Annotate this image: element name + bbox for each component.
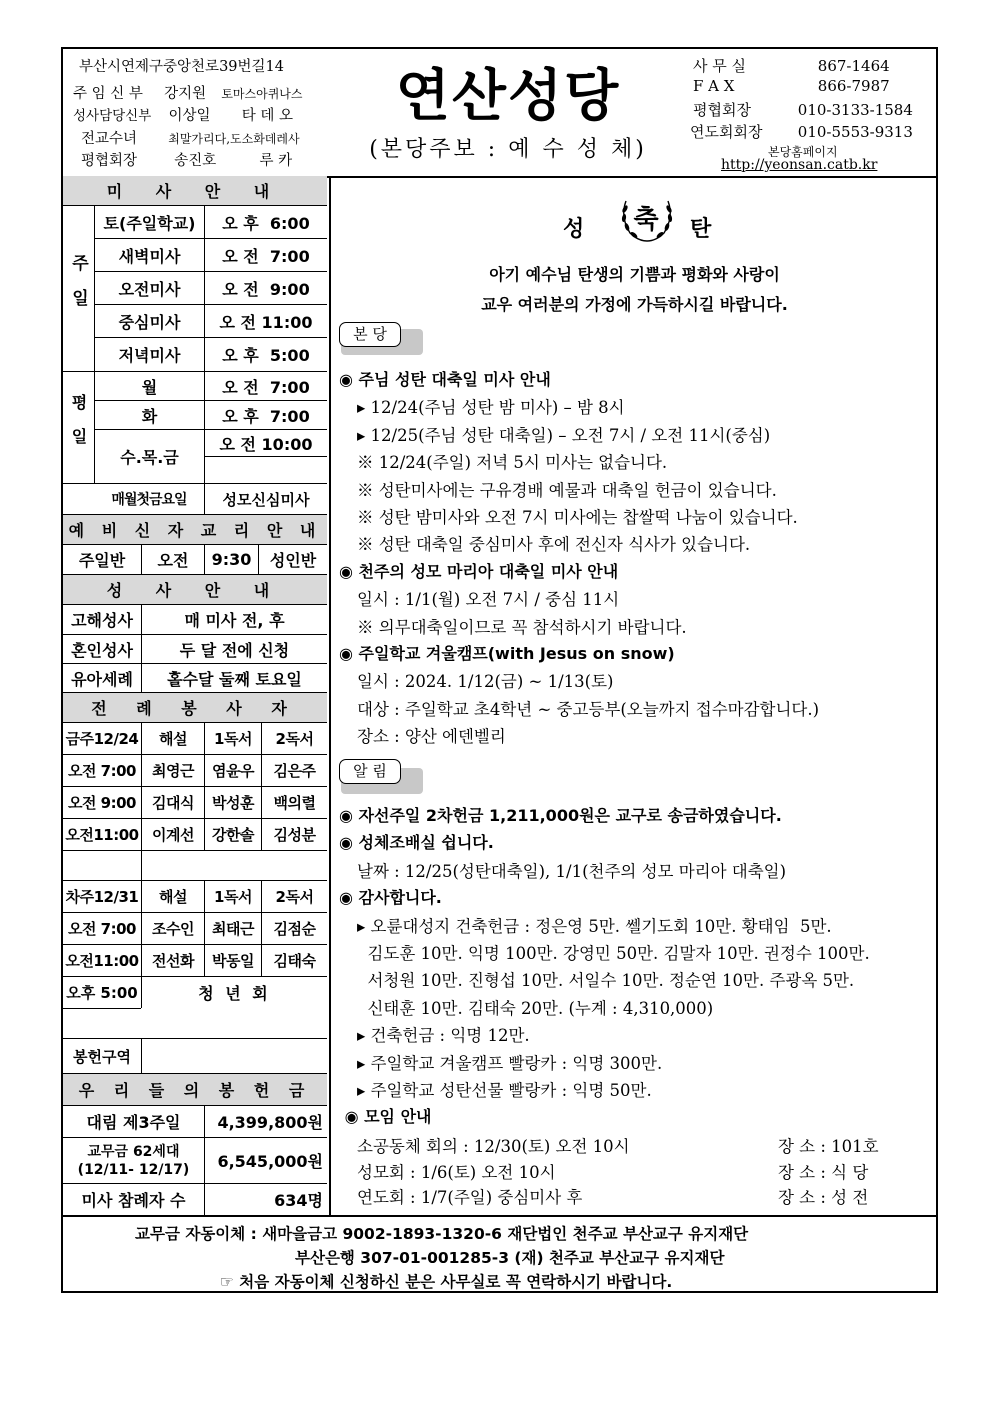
minister-name: 해설 xyxy=(141,722,204,754)
empty-cell xyxy=(63,850,141,880)
clergy-row xyxy=(81,127,300,148)
mass-name: 월 xyxy=(94,371,204,400)
mass-name: 화 xyxy=(94,400,204,429)
minister-name: 박동일 xyxy=(204,944,261,976)
mass-name: 중심미사 xyxy=(94,304,204,337)
minister-name: 해설 xyxy=(141,880,204,912)
mass-time: 오 전 11:00 xyxy=(204,304,327,337)
clergy-name: 이상일 xyxy=(168,108,211,124)
empty-cell xyxy=(63,1008,141,1038)
contact-value: 010-3133-1584 xyxy=(797,101,913,119)
clergy-role: 성사담당신부 xyxy=(73,108,152,124)
header-info xyxy=(63,49,351,176)
weekday-label-text: 평일 xyxy=(69,393,88,462)
offering-label: 미사 참례자 수 xyxy=(63,1183,204,1215)
mass-time: 오 전 7:00 xyxy=(204,371,327,400)
mass-time: 오 후 5:00 xyxy=(204,337,327,371)
minister-group: 청 년 회 xyxy=(141,976,327,1008)
minister-name: 김대식 xyxy=(141,786,204,818)
offering-area-label: 봉헌구역 xyxy=(63,1038,141,1073)
notice-line: ※ 성탄미사에는 구유경배 예물과 대축일 헌금이 있습니다. xyxy=(357,480,777,500)
clergy-role: 주 임 신 부 xyxy=(73,86,143,102)
empty-cell xyxy=(63,483,94,514)
notice-line: 서청원 10만. 진형섭 10만. 서일수 10만. 정순연 10만. 주광옥 5만. xyxy=(357,971,855,991)
first-friday-label: 매월첫금요일 xyxy=(94,483,204,514)
empty-cell xyxy=(141,850,327,880)
notice-heading: ◉ 주일학교 겨울캠프(with Jesus on snow) xyxy=(339,644,675,663)
sacrament-detail: 매 미사 전, 후 xyxy=(141,604,327,634)
minister-row-label: 차주12/31 xyxy=(63,880,141,912)
minister-name: 최영근 xyxy=(141,754,204,786)
minister-name: 최태근 xyxy=(204,912,261,944)
christmas-title-left: 성 xyxy=(563,217,585,242)
minister-row-label: 오전 7:00 xyxy=(63,912,141,944)
clergy-role: 평협회장 xyxy=(81,153,138,169)
greeting-line: 아기 예수님 탄생의 기쁨과 평화와 사랑이 xyxy=(489,265,780,284)
minister-name: 김점순 xyxy=(261,912,327,944)
offering-value: 634명 xyxy=(204,1183,327,1215)
church-title: 연산성당 xyxy=(395,64,621,129)
mass-time: 오 전 9:00 xyxy=(204,271,327,304)
sacrament-name: 유아세례 xyxy=(63,663,141,692)
notice-line: 김도훈 10만. 익명 100만. 강영민 50만. 김말자 10만. 권정수 100만. xyxy=(357,944,870,963)
contact-label: F A X xyxy=(693,77,735,95)
mass-name: 수.목.금 xyxy=(94,429,204,483)
christmas-title-right: 탄 xyxy=(690,217,712,242)
section-tag-notices: 알 림 xyxy=(339,759,401,784)
contact-row xyxy=(690,121,913,142)
offering-label: 대림 제3주일 xyxy=(63,1105,204,1137)
clergy-row xyxy=(81,149,292,170)
minister-name: 백의렬 xyxy=(261,786,327,818)
greeting-line: 교우 여러분의 가정에 가득하시길 바랍니다. xyxy=(481,295,788,314)
notice-line: ※ 의무대축일이므로 꼭 참석하시기 바랍니다. xyxy=(357,617,687,637)
meeting-place: 장 소 : 101호 xyxy=(778,1137,879,1156)
section-tag-parish: 본 당 xyxy=(339,322,401,347)
sunday-label xyxy=(63,205,94,371)
contact-label: 사 무 실 xyxy=(693,57,747,75)
notice-line: ※ 성탄 대축일 중심미사 후에 전신자 식사가 있습니다. xyxy=(357,535,751,555)
bank-transfer-line: 교무금 자동이체 : 새마을금고 9002-1893-1320-6 재단법인 천주교 부산교구 유지재단 xyxy=(135,1225,749,1243)
notice-heading: ◉ 모임 안내 xyxy=(339,1107,432,1127)
offerings-heading: 우 리 들 의 봉 헌 금 xyxy=(63,1073,327,1105)
notice-line: ▸ 오륜대성지 건축헌금 : 정은영 5만. 쎌기도회 10만. 황태임 5만. xyxy=(357,916,832,936)
minister-name: 전선화 xyxy=(141,944,204,976)
sacrament-detail: 두 달 전에 신청 xyxy=(141,634,327,663)
minister-name: 강한솔 xyxy=(204,818,261,850)
meeting-place: 장 소 : 식 당 xyxy=(778,1162,869,1182)
bulletin-page xyxy=(61,47,938,1293)
empty-cell xyxy=(141,1038,327,1073)
minister-name: 박성훈 xyxy=(204,786,261,818)
clergy-name: 송진호 xyxy=(174,153,217,169)
footer-divider xyxy=(63,1215,936,1217)
minister-name: 1독서 xyxy=(204,722,261,754)
catechumen-class: 주일반 xyxy=(63,544,141,574)
contact-label: 연도회회장 xyxy=(690,123,763,141)
notice-line: 일시 : 2024. 1/12(금) ~ 1/13(토) xyxy=(357,672,614,692)
notice-line: ▸ 12/24(주님 성탄 밤 미사) – 밤 8시 xyxy=(357,398,625,418)
clergy-baptismal: 토마스아퀴나스 xyxy=(221,87,303,101)
offering-value: 6,545,000원 xyxy=(204,1137,327,1183)
mass-name: 새벽미사 xyxy=(94,238,204,271)
catechumen-heading: 예 비 신 자 교 리 안 내 xyxy=(63,514,327,544)
offering-label: 교무금 62세대 (12/11- 12/17) xyxy=(63,1137,204,1183)
notice-line: ▸ 건축헌금 : 익명 12만. xyxy=(357,1026,530,1046)
clergy-baptismal: 타 데 오 xyxy=(241,108,293,124)
clergy-row xyxy=(73,82,302,103)
clergy-row xyxy=(73,104,293,125)
offering-value: 4,399,800원 xyxy=(204,1105,327,1137)
minister-name: 염윤우 xyxy=(204,754,261,786)
sacrament-name: 혼인성사 xyxy=(63,634,141,663)
notice-line: 일시 : 1/1(월) 오전 7시 / 중심 11시 xyxy=(357,590,620,610)
transfer-notice: ☞ 처음 자동이체 신청하신 분은 사무실로 꼭 연락하시기 바랍니다. xyxy=(220,1273,673,1291)
ministers-heading: 전 례 봉 사 자 xyxy=(63,692,327,722)
catechumen-time: 9:30 xyxy=(204,544,258,574)
mass-time: 오 전 10:00 xyxy=(204,429,327,456)
notice-line: ▸ 주일학교 겨울캠프 빨랑카 : 익명 300만. xyxy=(357,1053,663,1073)
minister-name: 2독서 xyxy=(261,880,327,912)
minister-name: 2독서 xyxy=(261,722,327,754)
church-address: 부산시연제구중앙천로39번길14 xyxy=(79,59,284,75)
mass-time: 오 후 7:00 xyxy=(204,400,327,429)
sacrament-name: 고해성사 xyxy=(63,604,141,634)
sunday-label-text: 주일 xyxy=(68,253,88,324)
clergy-role: 전교수녀 xyxy=(81,131,138,147)
contact-value: 010-5553-9313 xyxy=(797,123,913,141)
notice-heading: ◉ 성체조배실 쉽니다. xyxy=(339,833,494,853)
mass-name: 토(주일학교) xyxy=(94,205,204,238)
bulletin-subtitle: (본당주보 : 예 수 성 체) xyxy=(369,137,647,162)
contact-row xyxy=(693,77,890,95)
notice-heading: ◉ 주님 성탄 대축일 미사 안내 xyxy=(339,370,551,389)
minister-name: 조수인 xyxy=(141,912,204,944)
minister-name: 김은주 xyxy=(261,754,327,786)
minister-row-label: 오전11:00 xyxy=(63,818,141,850)
catechumen-target: 성인반 xyxy=(258,544,327,574)
clergy-name: 강지원 xyxy=(164,86,207,102)
contact-row xyxy=(693,99,913,120)
catechumen-period: 오전 xyxy=(141,544,204,574)
contact-value: 866-7987 xyxy=(817,77,890,95)
info-sidebar xyxy=(63,176,331,1215)
notice-heading: ◉ 천주의 성모 마리아 대축일 미사 안내 xyxy=(339,561,619,581)
notice-line: ※ 성탄 밤미사와 오전 7시 미사에는 찹쌀떡 나눔이 있습니다. xyxy=(357,508,798,527)
clergy-baptismal: 루 카 xyxy=(259,153,293,169)
notice-line: ▸ 12/25(주님 성탄 대축일) – 오전 7시 / 오전 11시(중심) xyxy=(357,425,771,445)
notice-line: 신태훈 10만. 김태숙 20만. (누계 : 4,310,000) xyxy=(357,998,714,1018)
notice-line: 장소 : 양산 에덴벨리 xyxy=(357,727,506,747)
notice-line: 대상 : 주일학교 초4학년 ~ 중고등부(오늘까지 접수마감합니다.) xyxy=(357,699,820,719)
contact-row xyxy=(693,55,890,76)
contact-value: 867-1464 xyxy=(817,57,890,75)
meeting-place: 장 소 : 성 전 xyxy=(778,1188,869,1207)
notice-heading: ◉ 감사합니다. xyxy=(339,888,442,908)
mass-name: 저녁미사 xyxy=(94,337,204,371)
weekday-label xyxy=(63,371,94,483)
bank-transfer-line: 부산은행 307-01-001285-3 (재) 천주교 부산교구 유지재단 xyxy=(295,1249,725,1267)
minister-row-label: 오전 9:00 xyxy=(63,786,141,818)
minister-row-label: 금주12/24 xyxy=(63,722,141,754)
mass-time: 오 전 7:00 xyxy=(204,238,327,271)
sacraments-heading: 성 사 안 내 xyxy=(63,574,327,604)
mass-heading: 미 사 안 내 xyxy=(63,176,327,205)
minister-name: 1독서 xyxy=(204,880,261,912)
meeting-event: 연도회 : 1/7(주일) 중심미사 후 xyxy=(357,1188,583,1207)
first-friday-value: 성모신심미사 xyxy=(204,483,327,514)
clergy-baptismal: 최말가리다,도소화데레사 xyxy=(168,132,300,146)
homepage-link[interactable]: http://yeonsan.catb.kr xyxy=(721,157,878,173)
minister-name: 김성분 xyxy=(261,818,327,850)
notice-heading: ◉ 자선주일 2차헌금 1,211,000원은 교구로 송금하였습니다. xyxy=(339,806,782,825)
christmas-title-center: 축 xyxy=(633,205,659,235)
mass-time: 오 후 6:00 xyxy=(204,205,327,238)
notice-line: 날짜 : 12/25(성탄대축일), 1/1(천주의 성모 마리아 대축일) xyxy=(357,861,787,881)
minister-name: 김태숙 xyxy=(261,944,327,976)
minister-name: 이계선 xyxy=(141,818,204,850)
homepage-label: 본당홈페이지 xyxy=(768,145,838,159)
minister-row-label: 오전11:00 xyxy=(63,944,141,976)
notice-line: ※ 12/24(주일) 저녁 5시 미사는 없습니다. xyxy=(357,453,668,473)
contact-label: 평협회장 xyxy=(693,101,751,119)
minister-row-label: 오후 5:00 xyxy=(63,976,141,1008)
minister-row-label: 오전 7:00 xyxy=(63,754,141,786)
notice-line: ▸ 주일학교 성탄선물 빨랑카 : 익명 50만. xyxy=(357,1081,652,1100)
empty-cell xyxy=(204,456,327,483)
meeting-event: 소공동체 회의 : 12/30(토) 오전 10시 xyxy=(357,1137,630,1156)
mass-name: 오전미사 xyxy=(94,271,204,304)
meeting-event: 성모회 : 1/6(토) 오전 10시 xyxy=(357,1162,556,1182)
sacrament-detail: 홀수달 둘째 토요일 xyxy=(141,663,327,692)
